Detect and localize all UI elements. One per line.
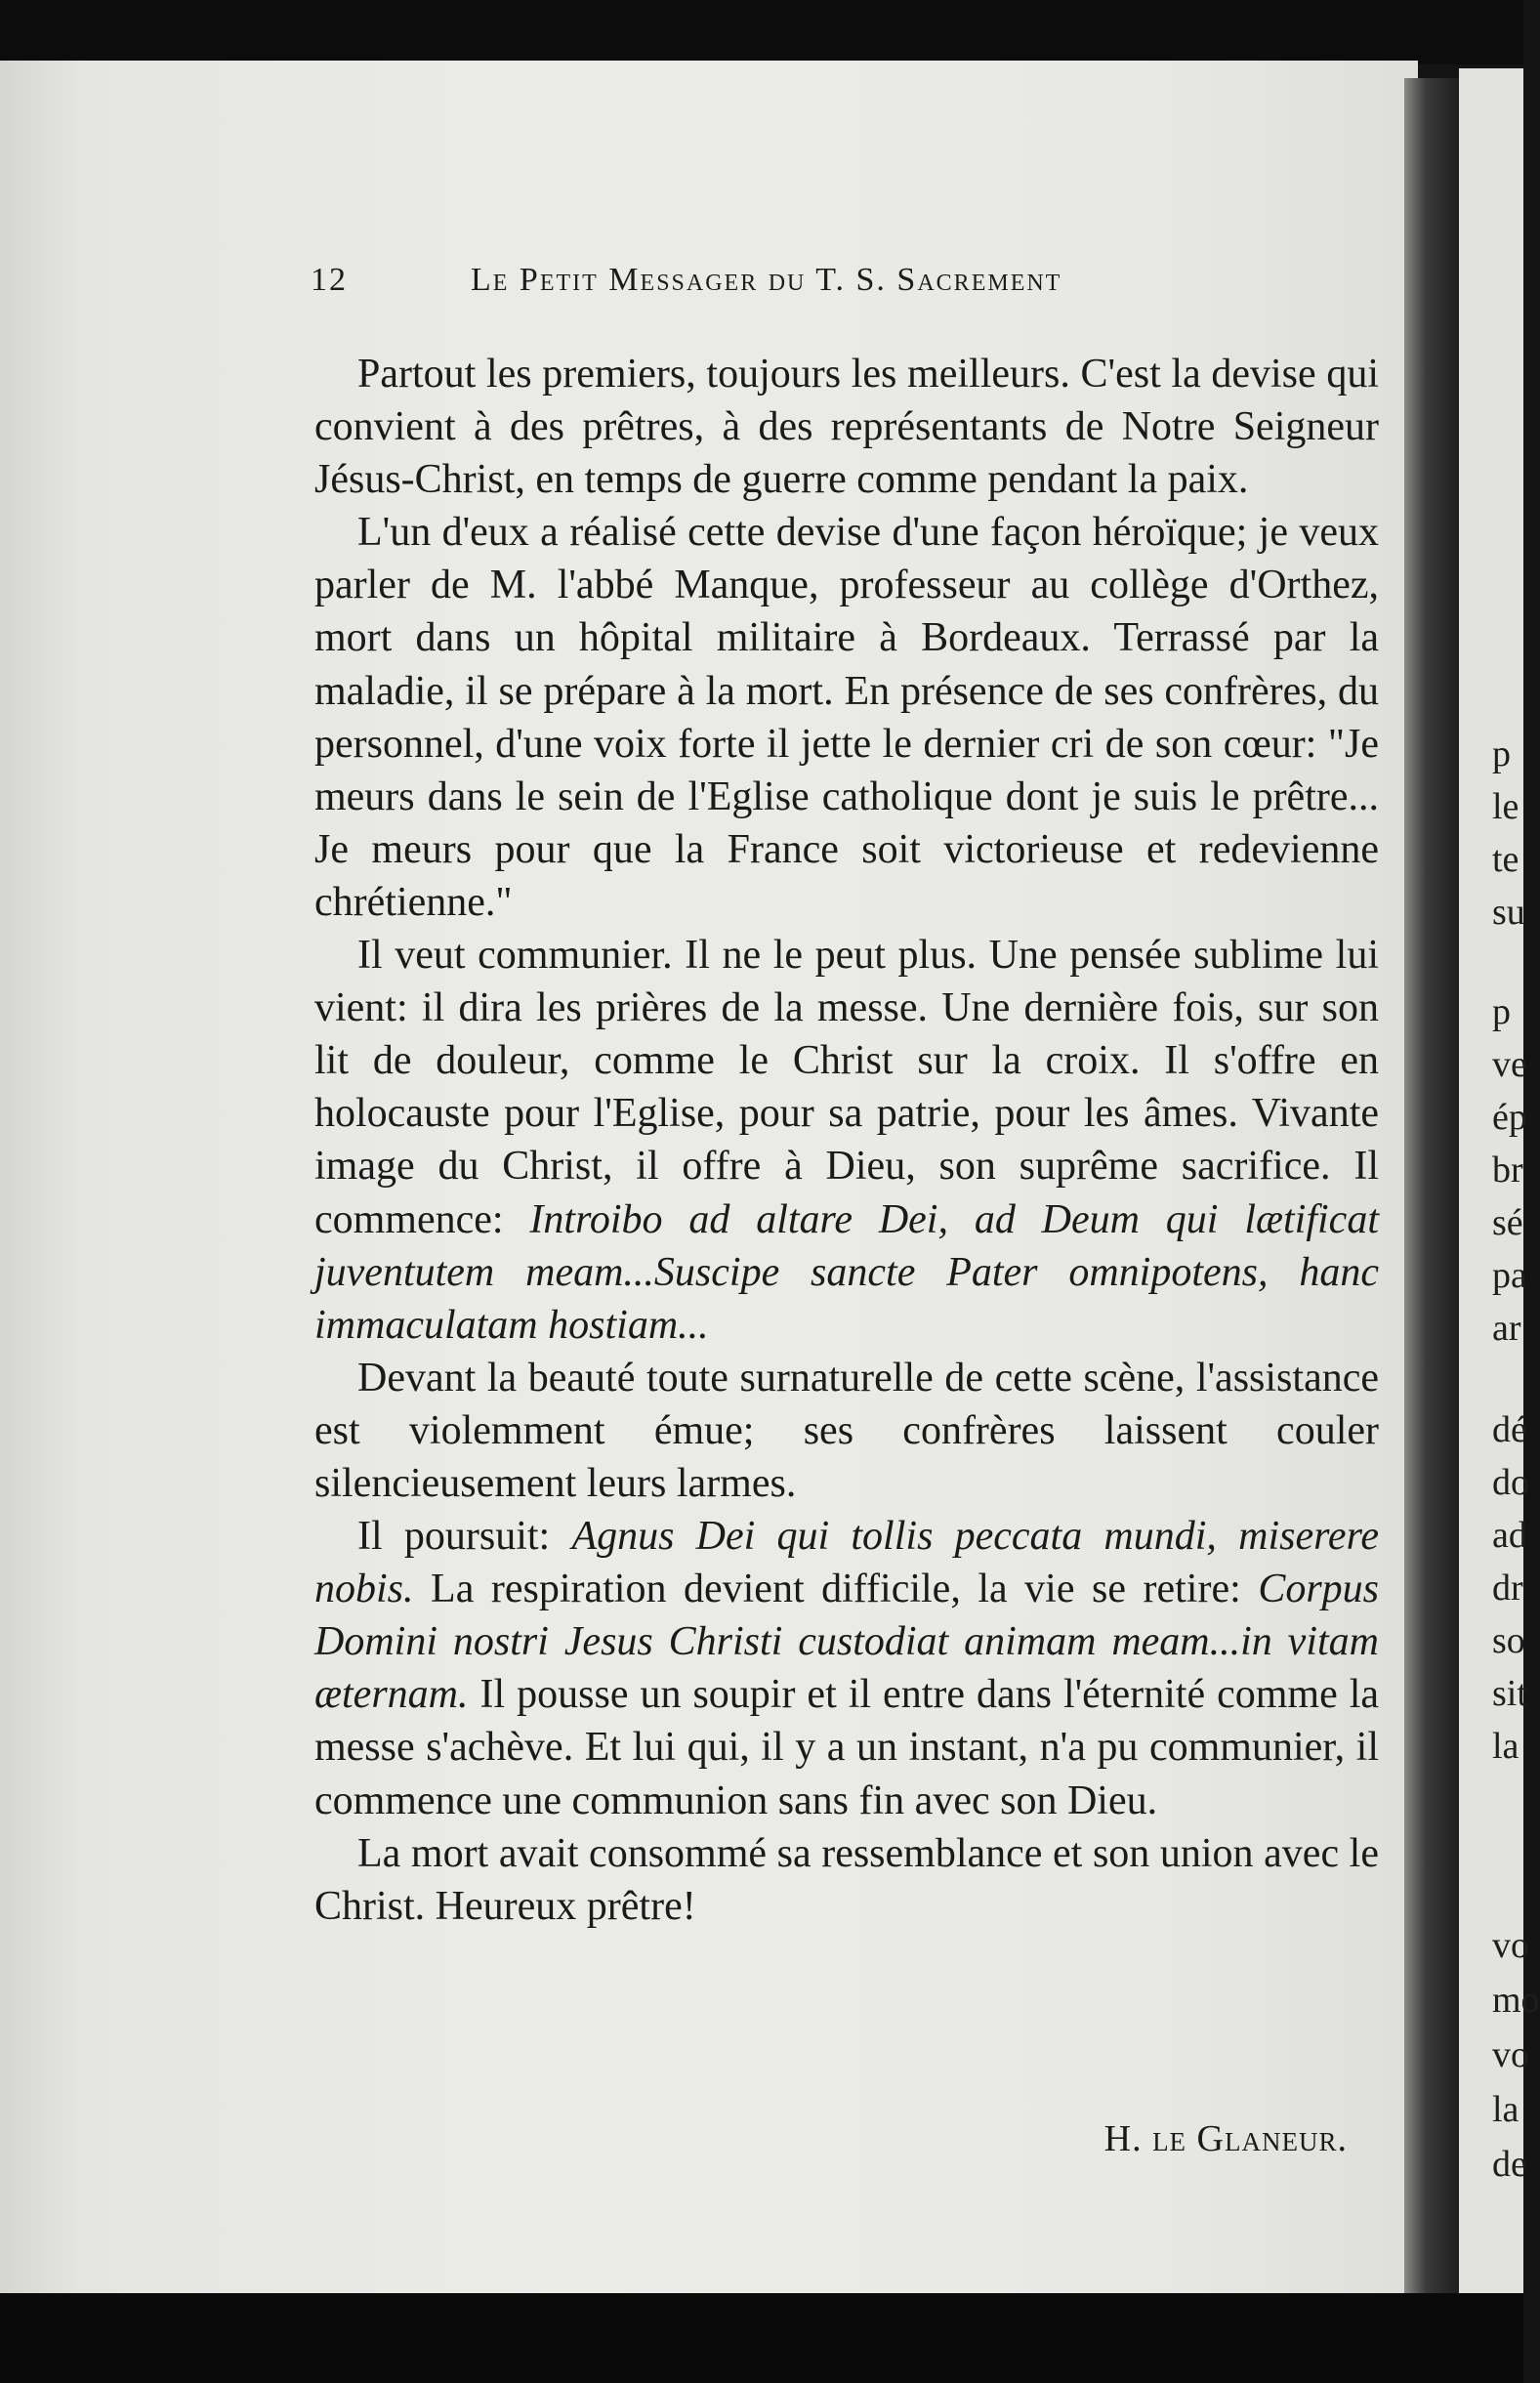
- facing-page-fragment: ve: [1492, 1044, 1527, 1085]
- facing-page-fragment: su: [1492, 892, 1525, 933]
- latin-quote: Corpus Domini nostri Jesus Christi custodiat animam meam...in vitam æternam.: [314, 1567, 1380, 1718]
- facing-page-fragment: pa: [1492, 1255, 1527, 1296]
- running-title: Le Petit Messager du T. S. Sacrement: [471, 262, 1062, 298]
- paragraph-text: L'un d'eux a réalisé cette devise d'une façon héroïque; je veux parler de M. l'abbé Manque, professeur au collège d'Orthez, mort dans un hôpital militaire à Bordeaux. Terrassé par la maladie, il se prépare à la mort. En présence de ses confrères, du personnel, d'une voix forte il jette le dernier cri de son cœur: "Je meurs dans le sein de l'Eglise catholique dont je suis le prêtre... Je meurs pour que la France soit victorieuse et redevienne chrétienne.": [314, 510, 1379, 925]
- facing-page-fragment: ar: [1492, 1308, 1521, 1349]
- latin-quote: Agnus Dei qui tollis peccata mundi, miserere nobis.: [314, 1514, 1379, 1612]
- facing-page-fragment: br: [1492, 1150, 1523, 1191]
- book-gutter: [1404, 78, 1459, 2295]
- facing-page-fragment: de: [1492, 2144, 1527, 2185]
- facing-page-fragment: vo: [1492, 2034, 1529, 2075]
- facing-page-fragment: vo: [1492, 1925, 1529, 1966]
- paragraph: [314, 1827, 1379, 1933]
- facing-page-fragment: le: [1492, 786, 1519, 827]
- author-signature: H. le Glaneur.: [1103, 2118, 1348, 2159]
- facing-page-fragment: so: [1492, 1620, 1525, 1661]
- facing-page-fragment: la: [1492, 2089, 1519, 2130]
- paragraph: [314, 1510, 1379, 1827]
- facing-page-fragment: la: [1492, 1726, 1519, 1767]
- paragraph-text: Devant la beauté toute surnaturelle de cette scène, l'assistance est violemment émue; ses confrères laissent couler silencieusement leurs larmes.: [314, 1355, 1379, 1506]
- paragraph-text: Il pousse un soupir et il entre dans l'éternité comme la messe s'achève. Et lui qui, il y a un instant, n'a pu communier, il commence une communion sans fin avec son Dieu.: [314, 1672, 1380, 1823]
- facing-page-fragment: te: [1492, 839, 1519, 880]
- paragraph-text: La respiration devient difficile, la vie se retire:: [431, 1567, 1241, 1612]
- latin-quote: Introibo ad altare Dei, ad Deum qui lætificat juventutem meam...Suscipe sancte Pater omnipotens, hanc immaculatam hostiam...: [314, 1196, 1379, 1348]
- facing-page-fragment: dr: [1492, 1568, 1523, 1609]
- paragraph-lead: Il poursuit:: [357, 1514, 551, 1560]
- scan-border-bottom: [0, 2293, 1523, 2383]
- facing-page-fragment: sit: [1492, 1673, 1527, 1714]
- page-number: 12: [311, 262, 348, 298]
- paragraph: [314, 1352, 1379, 1510]
- facing-page-fragment: dé: [1492, 1409, 1527, 1450]
- facing-page-fragment: mo: [1492, 1980, 1540, 2021]
- paragraph: [314, 348, 1379, 506]
- paragraph-text: La mort avait consommé sa ressemblance et son union avec le Christ. Heureux prêtre!: [314, 1830, 1379, 1929]
- paragraph-text: Il veut communier. Il ne le peut plus. Une pensée sublime lui vient: il dira les prières de la messe. Une dernière fois, sur son lit de douleur, comme le Christ sur la croix. Il s'offre en holocauste pour l'Eglise, pour sa patrie, pour les âmes. Vivante image du Christ, il offre à Dieu, son suprême sacrifice. Il commence:: [314, 933, 1379, 1242]
- facing-page-fragment: ad: [1492, 1515, 1527, 1556]
- facing-page-fragment: p: [1492, 991, 1511, 1032]
- facing-page-fragment: p: [1492, 733, 1511, 774]
- scan-border-top: [0, 0, 1523, 64]
- paragraph: [314, 929, 1379, 1352]
- facing-page-edge: [1459, 68, 1540, 2295]
- article-body: [314, 348, 1379, 1933]
- paragraph: [314, 506, 1379, 929]
- running-header: [311, 256, 1219, 305]
- facing-page-fragment: sé: [1492, 1202, 1523, 1243]
- paragraph-text: Partout les premiers, toujours les meilleurs. C'est la devise qui convient à des prêtres, à des représentants de Notre Seigneur Jésus-Christ, en temps de guerre comme pendant la paix.: [314, 352, 1379, 503]
- facing-page-fragment: ép: [1492, 1097, 1527, 1138]
- facing-page-fragment: do: [1492, 1462, 1529, 1503]
